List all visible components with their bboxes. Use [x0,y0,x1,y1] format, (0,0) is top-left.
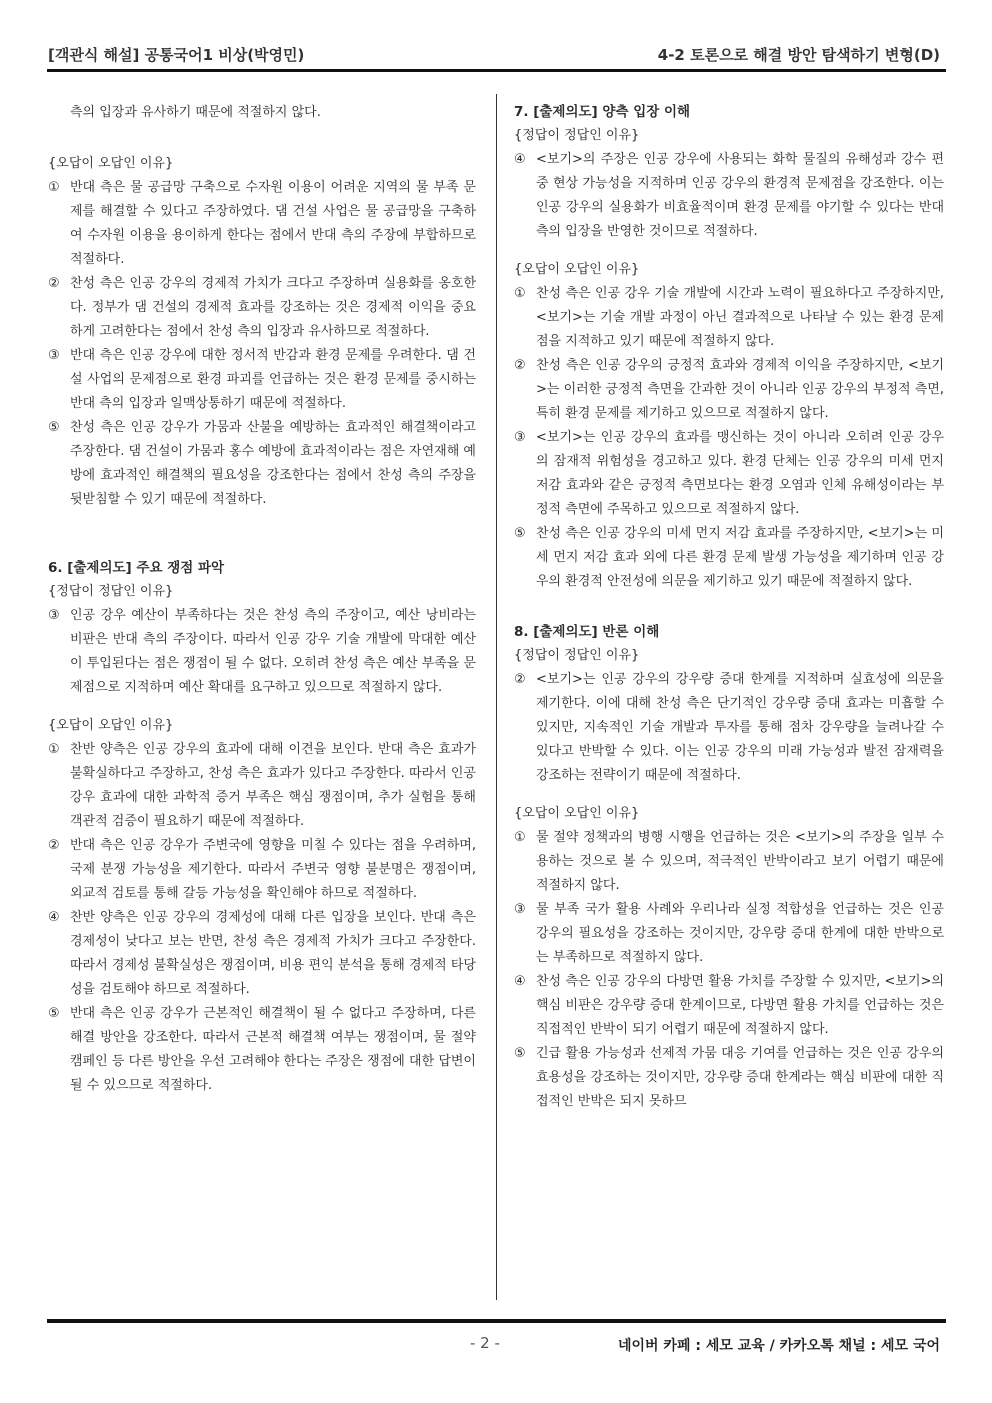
list-item: ① 찬성 측은 인공 강우 기술 개발에 시간과 노력이 필요하다고 주장하지만, <보기>는 기술 개발 과정이 아닌 결과적으로 나타날 수 있는 환경 문제점을 지적하고 있기 때문에 적절하지 않다. [514,286,944,349]
list-item: ⑤ 반대 측은 인공 강우가 근본적인 해결책이 될 수 없다고 주장하며, 다른 해결 방안을 강조한다. 따라서 근본적 해결책 여부는 쟁점이며, 물 절약 캠페인 등 다른 방안을 우선 고려해야 한다는 주장은 쟁점에 대한 답변이 될 수 있으므로 적절하다. [48,1006,476,1093]
left-column [48,88,476,1098]
right-reason-label: {정답이 정답인 이유} [48,584,174,599]
list-item: ③ <보기>는 인공 강우의 효과를 맹신하는 것이 아니라 오히려 인공 강우의 잠재적 위험성을 경고하고 있다. 환경 단체는 인공 강우의 미세 먼지 저감 효과와 같은 긍정적 측면보다는 환경 오염과 인체 유해성이라는 부정적 측면에 주목하고 있으므로 적절하지 않다. [514,430,944,517]
right-reason-label: {정답이 정답인 이유} [514,648,640,663]
header-left-title: [객관식 해설] 공통국어1 비상(박영민) [48,46,305,64]
list-item: ① 반대 측은 물 공급망 구축으로 수자원 이용이 어려운 지역의 물 부족 문제를 해결할 수 있다고 주장하였다. 댐 건설 사업은 물 공급망을 구축하여 수자원 이용을 용이하게 한다는 점에서 반대 측의 주장에 부합하므로 적절하다. [48,180,476,267]
page-number: - 2 - [470,1334,500,1352]
wrong-reason-label: {오답이 오답인 이유} [48,156,174,171]
list-item: ⑤ 긴급 활용 가능성과 선제적 가뭄 대응 기여를 언급하는 것은 인공 강우의 효용성을 강조하는 것이지만, 강우량 증대 한계라는 핵심 비판에 대한 직접적인 반박은 되지 못하므 [514,1046,944,1109]
list-item: ④ 찬반 양측은 인공 강우의 경제성에 대해 다른 입장을 보인다. 반대 측은 경제성이 낮다고 보는 반면, 찬성 측은 경제적 가치가 크다고 주장한다. 따라서 경제성 불확실성은 쟁점이며, 비용 편익 분석을 통해 경제적 타당성을 검토해야 하므로 적절하다. [48,910,476,997]
header-right-title: 4-2 토론으로 해결 방안 탐색하기 변형(D) [657,46,940,64]
right-column [514,88,944,1114]
list-item: ② 반대 측은 인공 강우가 주변국에 영향을 미칠 수 있다는 점을 우려하며, 국제 분쟁 가능성을 제기한다. 따라서 주변국 영향 불분명은 쟁점이며, 외교적 검토를 통해 갈등 가능성을 확인해야 하므로 적절하다. [48,838,476,901]
list-item: ④ 찬성 측은 인공 강우의 다방면 활용 가치를 주장할 수 있지만, <보기>의 핵심 비판은 강우량 증대 한계이므로, 다방면 활용 가치를 언급하는 것은 직접적인 반박이 되기 어렵기 때문에 적절하지 않다. [514,974,944,1037]
list-item: ⑤ 찬성 측은 인공 강우의 미세 먼지 저감 효과를 주장하지만, <보기>는 미세 먼지 저감 효과 외에 다른 환경 문제 발생 가능성을 제기하며 인공 강우의 환경적 안전성에 의문을 제기하고 있기 때문에 적절하지 않다. [514,526,944,589]
answer-item: ② <보기>는 인공 강우의 강우량 증대 한계를 지적하며 실효성에 의문을 제기한다. 이에 대해 찬성 측은 단기적인 강우량 증대 효과는 미흡할 수 있지만, 지속적인 기술 개발과 투자를 통해 점차 강우량을 늘려나갈 수 있다고 반박할 수 있다. 이는 인공 강우의 미래 가능성과 발전 잠재력을 강조하는 전략이기 때문에 적절하다. [514,672,944,783]
list-item: ② 찬성 측은 인공 강우의 경제적 가치가 크다고 주장하며 실용화를 옹호한다. 정부가 댐 건설의 경제적 효과를 강조하는 것은 경제적 이익을 중요하게 고려한다는 점에서 찬성 측의 입장과 유사하므로 적절하다. [48,276,476,339]
list-item: ① 물 절약 정책과의 병행 시행을 언급하는 것은 <보기>의 주장을 일부 수용하는 것으로 볼 수 있으며, 적극적인 반박이라고 보기 어렵기 때문에 적절하지 않다. [514,830,944,893]
carryover-text: 측의 입장과 유사하기 때문에 적절하지 않다. [70,105,321,120]
wrong-reason-label: {오답이 오답인 이유} [514,806,640,821]
question-6-title: 6. [출제의도] 주요 쟁점 파악 [48,560,225,576]
footer-rule [47,1319,946,1323]
list-item: ③ 물 부족 국가 활용 사례와 우리나라 실정 적합성을 언급하는 것은 인공 강우의 필요성을 강조하는 것이지만, 강우량 증대 한계에 대한 반박으로는 부족하므로 적절하지 않다. [514,902,944,965]
question-8-title: 8. [출제의도] 반론 이해 [514,624,660,640]
wrong-reason-label: {오답이 오답인 이유} [48,718,174,733]
answer-item: ③ 인공 강우 예산이 부족하다는 것은 찬성 측의 주장이고, 예산 낭비라는 비판은 반대 측의 주장이다. 따라서 인공 강우 기술 개발에 막대한 예산이 투입된다는 점은 쟁점이 될 수 없다. 오히려 찬성 측은 예산 부족을 문제점으로 지적하며 예산 확대를 요구하고 있으므로 적절하지 않다. [48,608,476,695]
list-item: ② 찬성 측은 인공 강우의 긍정적 효과와 경제적 이익을 주장하지만, <보기>는 이러한 긍정적 측면을 간과한 것이 아니라 인공 강우의 부정적 측면, 특히 환경 문제를 제기하고 있으므로 적절하지 않다. [514,358,944,421]
list-item: ⑤ 찬성 측은 인공 강우가 가뭄과 산불을 예방하는 효과적인 해결책이라고 주장한다. 댐 건설이 가뭄과 홍수 예방에 효과적이라는 점은 자연재해 예방에 효과적인 해결책의 필요성을 강조한다는 점에서 찬성 측의 주장을 뒷받침할 수 있기 때문에 적절하다. [48,420,476,507]
right-reason-label: {정답이 정답인 이유} [514,128,640,143]
list-item: ③ 반대 측은 인공 강우에 대한 정서적 반감과 환경 문제를 우려한다. 댐 건설 사업의 문제점으로 환경 파괴를 언급하는 것은 환경 문제를 중시하는 반대 측의 입장과 일맥상통하기 때문에 적절하다. [48,348,476,411]
header-rule [47,69,946,72]
column-divider [496,94,497,1300]
list-item: ① 찬반 양측은 인공 강우의 효과에 대해 이견을 보인다. 반대 측은 효과가 불확실하다고 주장하고, 찬성 측은 효과가 있다고 주장한다. 따라서 인공 강우 효과에 대한 과학적 증거 부족은 핵심 쟁점이며, 추가 실험을 통해 객관적 검증이 필요하기 때문에 적절하다. [48,742,476,829]
footer-channel-info: 네이버 카페 : 세모 교육 / 카카오톡 채널 : 세모 국어 [617,1338,940,1354]
answer-item: ④ <보기>의 주장은 인공 강우에 사용되는 화학 물질의 유해성과 강수 편중 현상 가능성을 지적하며 인공 강우의 환경적 문제점을 강조한다. 이는 인공 강우의 실용화가 비효율적이며 환경 문제를 야기할 수 있다는 반대 측의 입장을 반영한 것이므로 적절하다. [514,152,944,239]
question-7-title: 7. [출제의도] 양측 입장 이해 [514,104,691,120]
wrong-reason-label: {오답이 오답인 이유} [514,262,640,277]
